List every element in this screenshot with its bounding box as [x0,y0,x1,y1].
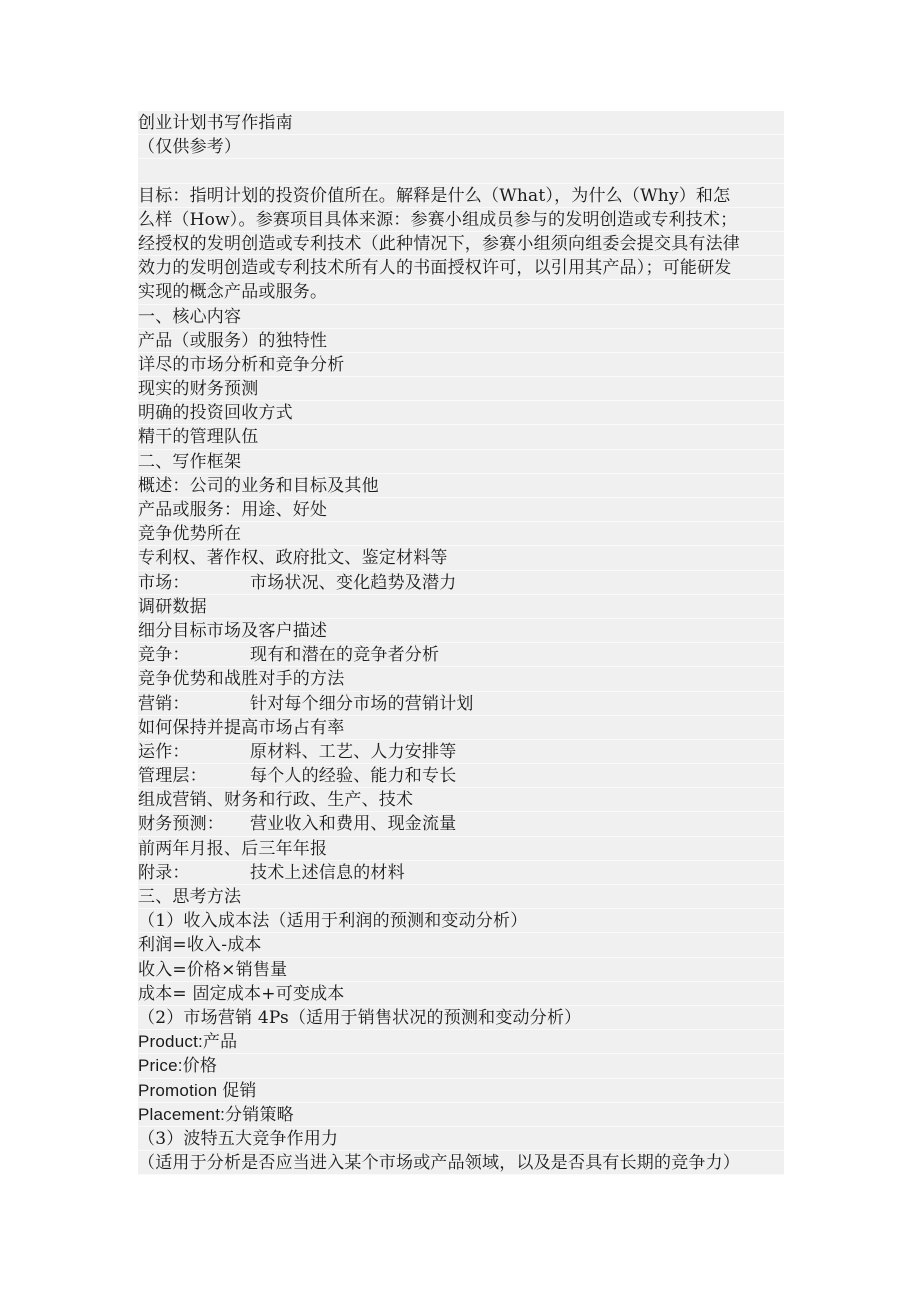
section-heading-methods: 三、思考方法 [138,885,784,909]
framework-appendix [138,861,784,885]
framework-key: 市场： [138,572,190,593]
framework-management [138,764,784,788]
framework-line: 前两年月报、后三年年报 [138,837,784,861]
goal-line: 目标：指明计划的投资价值所在。解释是什么（What），为什么（Why）和怎 [138,184,784,208]
framework-value: 技术上述信息的材料 [250,862,405,883]
framework-line: 如何保持并提高市场占有率 [138,716,784,740]
method-line: Product:产品 [138,1030,784,1054]
framework-value: 市场状况、变化趋势及潜力 [250,572,457,593]
framework-line: 专利权、著作权、政府批文、鉴定材料等 [138,546,784,570]
framework-marketing [138,692,784,716]
framework-value: 每个人的经验、能力和专长 [250,766,457,787]
framework-operation [138,740,784,764]
framework-value: 现有和潜在的竞争者分析 [250,645,440,666]
method-heading: （3）波特五大竞争作用力 [138,1127,784,1151]
method-note: （适用于分析是否应当进入某个市场或产品领域，以及是否具有长期的竞争力） [138,1151,784,1175]
framework-value: 原材料、工艺、人力安排等 [250,741,457,762]
core-item: 详尽的市场分析和竞争分析 [138,353,784,377]
goal-line: 经授权的发明创造或专利技术（此种情况下，参赛小组须向组委会提交具有法律 [138,232,784,256]
section-heading-core: 一、核心内容 [138,305,784,329]
framework-key: 附录： [138,862,190,883]
framework-key: 营销： [138,693,190,714]
method-line: 利润=收入-成本 [138,933,784,957]
method-line: Price:价格 [138,1054,784,1078]
framework-line: 细分目标市场及客户描述 [138,619,784,643]
framework-line: 产品或服务：用途、好处 [138,498,784,522]
framework-line: 概述：公司的业务和目标及其他 [138,474,784,498]
framework-finance [138,812,784,836]
blank-line [138,159,784,183]
core-item: 精干的管理队伍 [138,425,784,449]
core-item: 明确的投资回收方式 [138,401,784,425]
method-heading: （1）收入成本法（适用于利润的预测和变动分析） [138,909,784,933]
goal-line: 效力的发明创造或专利技术所有人的书面授权许可，以引用其产品）；可能研发 [138,256,784,280]
method-heading: （2）市场营销 4Ps（适用于销售状况的预测和变动分析） [138,1006,784,1030]
framework-line: 调研数据 [138,595,784,619]
document-title: 创业计划书写作指南 [138,111,784,135]
framework-line: 组成营销、财务和行政、生产、技术 [138,788,784,812]
method-line: Promotion 促销 [138,1079,784,1103]
method-line: 收入=价格×销售量 [138,958,784,982]
framework-line: 竞争优势所在 [138,522,784,546]
core-item: 现实的财务预测 [138,377,784,401]
framework-value: 营业收入和费用、现金流量 [250,814,457,835]
framework-key: 财务预测： [138,814,224,835]
framework-key: 运作： [138,741,190,762]
core-item: 产品（或服务）的独特性 [138,329,784,353]
method-line: 成本= 固定成本+可变成本 [138,982,784,1006]
framework-key: 管理层： [138,766,207,787]
goal-line: 实现的概念产品或服务。 [138,280,784,304]
framework-line: 竞争优势和战胜对手的方法 [138,667,784,691]
framework-key: 竞争： [138,645,190,666]
section-heading-framework: 二、写作框架 [138,450,784,474]
framework-competition [138,643,784,667]
goal-line: 么样（How）。参赛项目具体来源：参赛小组成员参与的发明创造或专利技术； [138,208,784,232]
framework-market [138,571,784,595]
method-line: Placement:分销策略 [138,1103,784,1127]
framework-value: 针对每个细分市场的营销计划 [250,693,474,714]
document-subtitle: （仅供参考） [138,135,784,159]
document-body [138,111,784,1175]
